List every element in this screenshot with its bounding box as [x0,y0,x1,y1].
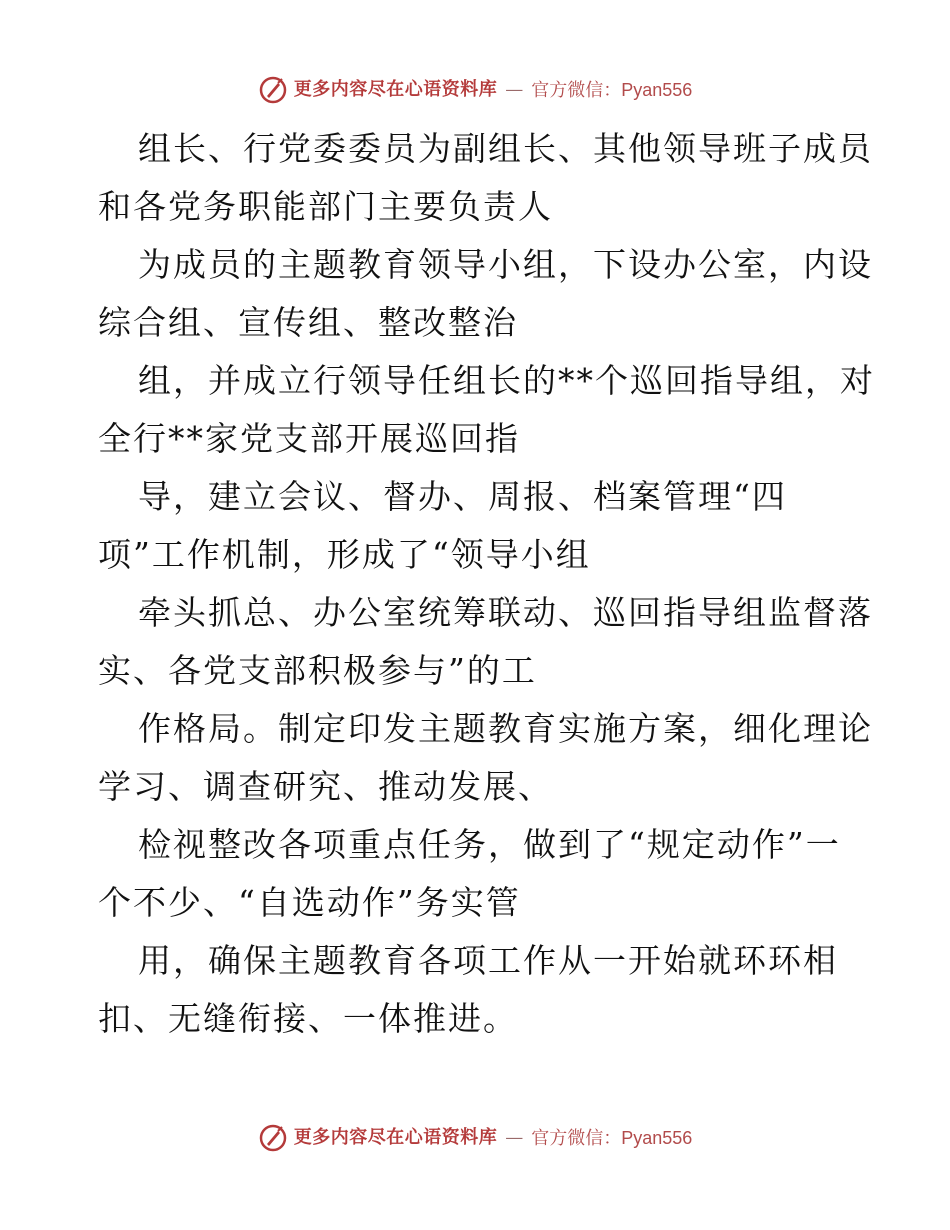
paragraph-line: 全行**家党支部开展巡回指 [98,419,520,458]
paragraph-line: 作格局。制定印发主题教育实施方案，细化理论 [138,709,873,748]
paragraph-5 [98,584,873,700]
paragraph-line: 学习、调查研究、推动发展、 [98,767,553,806]
header-watermark [258,75,693,105]
paragraph-line: 综合组、宣传组、整改整治 [98,303,518,342]
paragraph-line: 为成员的主题教育领导小组，下设办公室，内设 [138,245,873,284]
paragraph-8 [98,932,858,1048]
paragraph-3 [98,352,875,468]
paragraph-line: 组，并成立行领导任组长的**个巡回指导组，对 [138,361,875,400]
page-footer [0,1118,950,1158]
paragraph-line: 导，建立会议、督办、周报、档案管理“四 [138,477,787,516]
header-brand-text: 更多内容尽在心语资料库 [293,79,498,100]
paragraph-line: 牵头抓总、办公室统筹联动、巡回指导组监督落 [138,593,873,632]
paragraph-4 [98,468,858,584]
document-body [98,120,875,1048]
quill-circle-icon [258,75,288,105]
header-wechat-text: 官方微信：Pyan556 [531,80,693,100]
paragraph-line: 项”工作机制，形成了“领导小组 [98,535,591,574]
paragraph-1 [98,120,873,236]
paragraph-line: 和各党务职能部门主要负责人 [98,187,553,226]
paragraph-line: 实、各党支部积极参与”的工 [98,651,537,690]
paragraph-2 [98,236,873,352]
paragraph-7 [98,816,858,932]
paragraph-line: 用，确保主题教育各项工作从一开始就环环相 [138,941,838,980]
footer-wechat-text: 官方微信：Pyan556 [531,1128,693,1148]
footer-watermark [258,1123,693,1153]
page-header [0,70,950,110]
paragraph-6 [98,700,873,816]
quill-circle-icon [258,1123,288,1153]
paragraph-line: 组长、行党委委员为副组长、其他领导班子成员 [138,129,873,168]
header-separator: — [505,79,524,100]
footer-separator: — [505,1127,524,1148]
footer-brand-text: 更多内容尽在心语资料库 [293,1127,498,1148]
paragraph-line: 个不少、“自选动作”务实管 [98,883,521,922]
paragraph-line: 扣、无缝衔接、一体推进。 [98,999,518,1038]
paragraph-line: 检视整改各项重点任务，做到了“规定动作”一 [138,825,841,864]
